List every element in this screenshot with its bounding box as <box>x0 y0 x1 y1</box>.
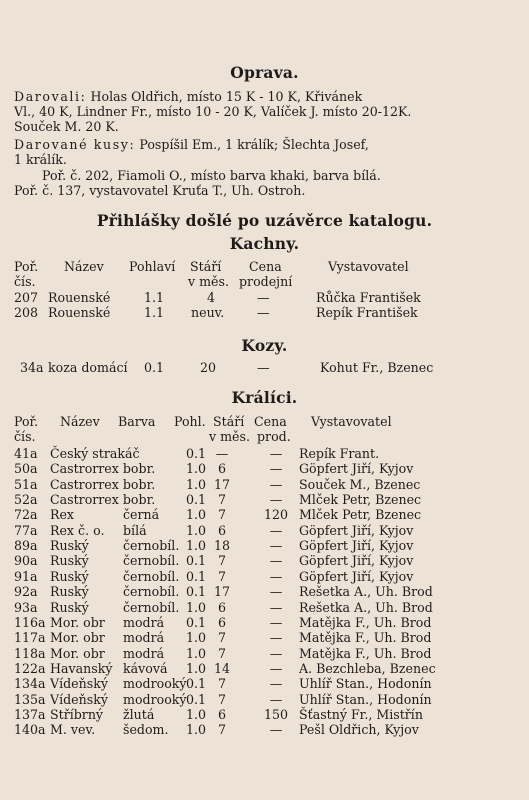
kralici-header-cis: čís. <box>14 429 36 444</box>
kralici-row-barva: modrá <box>123 615 165 630</box>
kachny-header-vystavovatel: Vystavovatel <box>328 259 409 274</box>
kralici-row-vystavovatel: Göpfert Jiří, Kyjov <box>299 553 414 568</box>
kralici-row-por: 52a <box>14 492 38 507</box>
kralici-row-cena: 150 <box>263 707 289 722</box>
kralici-row-nazev: Vídeňský <box>50 676 108 691</box>
kralici-row-barva: černobíl. <box>123 538 180 553</box>
kachny-row-nazev: Rouenské <box>48 290 111 305</box>
kralici-header-vmes: v měs. <box>209 429 250 444</box>
kralici-row-pohl: 0.1 <box>186 446 207 461</box>
kachny-row-vystavovatel: Růčka František <box>316 290 421 305</box>
kachny-header-prodejni: prodejní <box>239 274 293 289</box>
kralici-row-vystavovatel: Matějka F., Uh. Brod <box>299 615 432 630</box>
kralici-row-barva: černá <box>123 507 160 522</box>
kralici-row-nazev: Mor. obr <box>50 646 105 661</box>
kralici-row-stari: 7 <box>217 507 226 522</box>
kralici-row-por: 72a <box>14 507 38 522</box>
kralici-row-nazev: Castrorrex bobr. <box>50 492 156 507</box>
kachny-row-pohl: 1.1 <box>144 305 165 320</box>
kralici-header-por: Poř. <box>14 414 39 429</box>
kralici-row-vystavovatel: Uhlíř Stan., Hodonín <box>299 692 432 707</box>
darovali-line-3: Souček M. 20 K. <box>14 119 119 134</box>
kralici-row-por: 135a <box>14 692 46 707</box>
kozy-row-stari: 20 <box>200 360 217 375</box>
kralici-row-pohl: 1.0 <box>186 722 207 737</box>
kralici-row-barva: bílá <box>123 523 147 538</box>
kralici-row-por: 122a <box>14 661 46 676</box>
kralici-row-barva: modrá <box>123 630 165 645</box>
kralici-row-pohl: 0.1 <box>186 615 207 630</box>
kralici-row-vystavovatel: Matějka F., Uh. Brod <box>299 630 432 645</box>
kralici-row-stari: 7 <box>217 630 226 645</box>
kozy-row-cena: — <box>257 360 270 375</box>
kralici-row-pohl: 1.0 <box>186 630 207 645</box>
kralici-row-vystavovatel: Uhlíř Stan., Hodonín <box>299 676 432 691</box>
kusy-label: Darované kusy: <box>14 137 136 152</box>
darovali-text-1: Holas Oldřich, místo 15 K - 10 K, Křivánek <box>86 89 363 104</box>
kralici-row-nazev: Castrorrex bobr. <box>50 461 156 476</box>
kralici-row-cena: — <box>269 492 283 507</box>
kralici-heading: Králíci. <box>231 388 298 407</box>
kralici-row-vystavovatel: Göpfert Jiří, Kyjov <box>299 538 414 553</box>
kralici-row-stari: 7 <box>217 722 226 737</box>
kralici-row-stari: 18 <box>213 538 231 553</box>
kralici-row-stari: 17 <box>213 584 231 599</box>
kralici-row-vystavovatel: Mlček Petr, Bzenec <box>299 507 422 522</box>
kralici-row-vystavovatel: Göpfert Jiří, Kyjov <box>299 569 414 584</box>
kralici-header-prod: prod. <box>257 429 291 444</box>
kachny-row-por: 207 <box>14 290 39 305</box>
darovali-label: Darovali: <box>14 89 87 104</box>
kralici-row-barva: modrá <box>123 646 165 661</box>
kralici-row-pohl: 0.1 <box>186 692 207 707</box>
kralici-row-vystavovatel: A. Bezchleba, Bzenec <box>299 661 436 676</box>
kralici-row-vystavovatel: Šťastný Fr., Mistřín <box>299 707 423 722</box>
kralici-header-nazev: Název <box>60 414 100 429</box>
kachny-row-cena: — <box>257 305 270 320</box>
kralici-row-pohl: 0.1 <box>186 676 207 691</box>
kralici-row-vystavovatel: Repík Frant. <box>299 446 380 461</box>
kralici-row-stari: — <box>215 446 229 461</box>
kralici-row-por: 134a <box>14 676 46 691</box>
kachny-row-stari: neuv. <box>191 305 225 320</box>
oprava-por-1: Poř. č. 202, Fiamoli O., místo barva khaki, barva bílá. <box>42 168 381 183</box>
kralici-header-stari: Stáří <box>213 414 245 429</box>
kachny-header-vmes: v měs. <box>188 274 229 289</box>
kralici-row-stari: 7 <box>217 646 226 661</box>
kralici-row-cena: — <box>269 615 283 630</box>
oprava-heading: Oprava. <box>230 63 299 82</box>
kralici-header-barva: Barva <box>118 414 156 429</box>
kralici-row-cena: — <box>269 538 283 553</box>
kralici-row-cena: — <box>269 661 283 676</box>
kralici-row-stari: 6 <box>217 461 226 476</box>
kralici-row-cena: 120 <box>263 507 289 522</box>
kralici-row-nazev: Castrorrex bobr. <box>50 477 156 492</box>
kralici-row-por: 51a <box>14 477 38 492</box>
kralici-row-pohl: 1.0 <box>186 538 207 553</box>
kralici-row-stari: 7 <box>217 676 226 691</box>
kralici-row-nazev: Stříbrný <box>50 707 104 722</box>
kralici-row-pohl: 0.1 <box>186 553 207 568</box>
kralici-row-vystavovatel: Göpfert Jiří, Kyjov <box>299 461 414 476</box>
kralici-row-pohl: 1.0 <box>186 707 207 722</box>
kachny-row-pohl: 1.1 <box>144 290 165 305</box>
kralici-row-cena: — <box>269 446 283 461</box>
kusy-line-2: 1 králík. <box>14 152 67 167</box>
darovali-line-2: Vl., 40 K, Lindner Fr., místo 10 - 20 K, Valíček J. místo 20-12K. <box>14 104 412 119</box>
kralici-row-nazev: Rex č. o. <box>50 523 105 538</box>
kralici-row-vystavovatel: Rešetka A., Uh. Brod <box>299 584 433 599</box>
kachny-row-por: 208 <box>14 305 39 320</box>
kralici-row-vystavovatel: Matějka F., Uh. Brod <box>299 646 432 661</box>
kralici-row-por: 93a <box>14 600 38 615</box>
prihlasky-heading: Přihlášky došlé po uzávěrce katalogu. <box>96 211 433 230</box>
kralici-row-barva: černobíl. <box>123 553 180 568</box>
kralici-row-cena: — <box>269 584 283 599</box>
kralici-row-nazev: Rex <box>50 507 75 522</box>
kralici-row-barva: modrooký <box>123 692 187 707</box>
kralici-row-por: 137a <box>14 707 46 722</box>
kralici-row-pohl: 0.1 <box>186 569 207 584</box>
kralici-row-barva: kávová <box>123 661 168 676</box>
kralici-row-vystavovatel: Rešetka A., Uh. Brod <box>299 600 433 615</box>
kralici-row-vystavovatel: Souček M., Bzenec <box>299 477 421 492</box>
kralici-row-stari: 6 <box>217 523 226 538</box>
kozy-row-por: 34a <box>20 360 44 375</box>
kralici-row-nazev: Ruský <box>50 553 89 568</box>
kralici-row-stari: 7 <box>217 492 226 507</box>
kralici-row-stari: 7 <box>217 569 226 584</box>
kralici-row-stari: 6 <box>217 707 226 722</box>
kralici-row-por: 140a <box>14 722 46 737</box>
kralici-row-stari: 6 <box>217 600 226 615</box>
kralici-row-cena: — <box>269 676 283 691</box>
kralici-row-barva: šedom. <box>123 722 169 737</box>
kralici-row-stari: 7 <box>217 692 226 707</box>
kachny-header-por: Poř. <box>14 259 39 274</box>
kachny-header-nazev: Název <box>64 259 104 274</box>
kralici-row-stari: 6 <box>217 615 226 630</box>
kralici-row-por: 41a <box>14 446 38 461</box>
kralici-row-cena: — <box>269 553 283 568</box>
kralici-row-por: 89a <box>14 538 38 553</box>
kachny-heading: Kachny. <box>229 234 300 253</box>
kralici-row-pohl: 1.0 <box>186 507 207 522</box>
kralici-row-nazev: Mor. obr <box>50 615 105 630</box>
kralici-row-pohl: 1.0 <box>186 600 207 615</box>
kralici-row-nazev: Ruský <box>50 569 89 584</box>
kralici-row-por: 117a <box>14 630 46 645</box>
kralici-row-pohl: 1.0 <box>186 461 207 476</box>
kozy-row-vystavovatel: Kohut Fr., Bzenec <box>320 360 434 375</box>
kachny-row-cena: — <box>257 290 270 305</box>
kralici-row-nazev: M. vev. <box>50 722 96 737</box>
kralici-row-cena: — <box>269 630 283 645</box>
kralici-row-stari: 7 <box>217 553 226 568</box>
kralici-row-vystavovatel: Pešl Oldřich, Kyjov <box>299 722 419 737</box>
kralici-row-cena: — <box>269 722 283 737</box>
kralici-row-por: 92a <box>14 584 38 599</box>
kralici-row-barva: žlutá <box>123 707 155 722</box>
kralici-header-pohl: Pohl. <box>174 414 206 429</box>
kralici-row-cena: — <box>269 569 283 584</box>
darovali-line-1 <box>14 90 362 104</box>
kralici-row-nazev: Havanský <box>50 661 113 676</box>
kralici-row-cena: — <box>269 523 283 538</box>
kralici-row-barva: černobíl. <box>123 569 180 584</box>
kralici-row-stari: 17 <box>213 477 231 492</box>
kralici-row-nazev: Ruský <box>50 584 89 599</box>
kralici-row-barva: černobíl. <box>123 600 180 615</box>
kozy-row-pohl: 0.1 <box>144 360 165 375</box>
kralici-header-vystavovatel: Vystavovatel <box>311 414 392 429</box>
kusy-text-1: Pospíšil Em., 1 králík; Šlechta Josef, <box>135 137 369 152</box>
kozy-heading: Kozy. <box>241 336 288 355</box>
kralici-row-por: 77a <box>14 523 38 538</box>
kralici-row-por: 116a <box>14 615 46 630</box>
kralici-row-nazev: Mor. obr <box>50 630 105 645</box>
kralici-row-pohl: 1.0 <box>186 477 207 492</box>
kachny-header-cena: Cena <box>249 259 282 274</box>
kachny-row-stari: 4 <box>207 290 216 305</box>
kachny-header-stari: Stáří <box>190 259 222 274</box>
kralici-row-por: 90a <box>14 553 38 568</box>
kachny-header-pohlavi: Pohlaví <box>129 259 176 274</box>
kralici-row-barva: černobíl. <box>123 584 180 599</box>
kralici-row-pohl: 1.0 <box>186 661 207 676</box>
kralici-row-pohl: 1.0 <box>186 523 207 538</box>
kachny-row-vystavovatel: Repík František <box>316 305 418 320</box>
kachny-row-nazev: Rouenské <box>48 305 111 320</box>
kralici-row-pohl: 1.0 <box>186 646 207 661</box>
kralici-row-pohl: 0.1 <box>186 492 207 507</box>
kralici-row-cena: — <box>269 600 283 615</box>
kralici-row-nazev: Ruský <box>50 538 89 553</box>
kralici-row-nazev: Český strakáč <box>50 446 140 461</box>
kusy-line-1 <box>14 138 369 152</box>
oprava-por-2: Poř. č. 137, vystavovatel Kruťa T., Uh. Ostroh. <box>14 183 306 198</box>
kralici-row-pohl: 0.1 <box>186 584 207 599</box>
kralici-row-nazev: Ruský <box>50 600 89 615</box>
kralici-header-cena: Cena <box>254 414 287 429</box>
kralici-row-por: 118a <box>14 646 46 661</box>
kralici-row-cena: — <box>269 692 283 707</box>
kralici-row-por: 91a <box>14 569 38 584</box>
kralici-row-barva: modrooký <box>123 676 187 691</box>
kralici-row-stari: 14 <box>213 661 231 676</box>
kralici-row-cena: — <box>269 477 283 492</box>
kralici-row-por: 50a <box>14 461 38 476</box>
kralici-row-cena: — <box>269 646 283 661</box>
kachny-header-cis: čís. <box>14 274 36 289</box>
kralici-row-vystavovatel: Göpfert Jiří, Kyjov <box>299 523 414 538</box>
kralici-row-nazev: Vídeňský <box>50 692 108 707</box>
kozy-row-nazev: koza domácí <box>48 360 128 375</box>
kralici-row-vystavovatel: Mlček Petr, Bzenec <box>299 492 422 507</box>
kralici-row-cena: — <box>269 461 283 476</box>
